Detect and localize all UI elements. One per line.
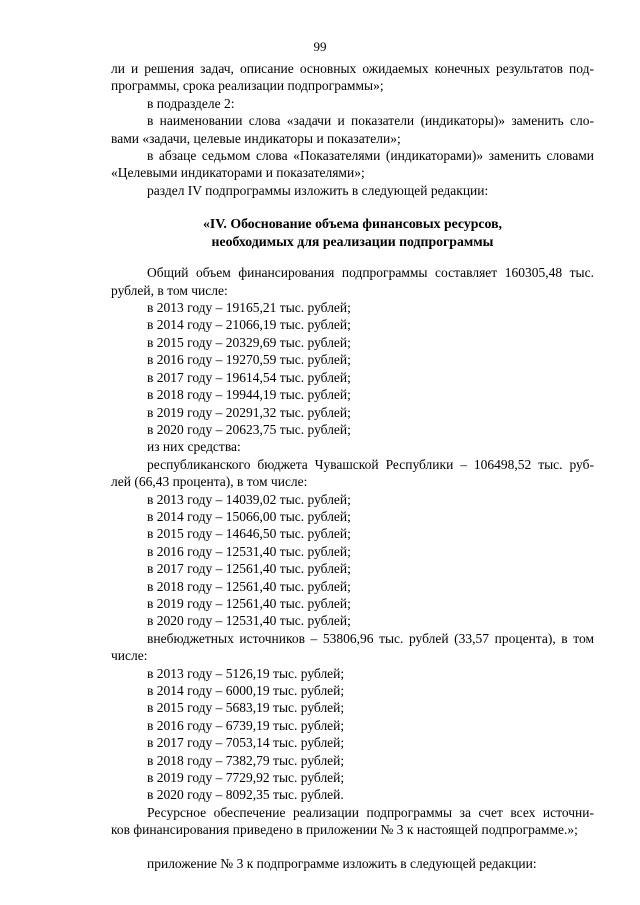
seventh-abzac-line-2: «Целевыми индикаторами и показателями»; <box>111 165 365 181</box>
extrabudget-year-item: в 2017 году – 7053,14 тыс. рублей; <box>147 735 345 751</box>
total-year-item: в 2017 году – 19614,54 тыс. рублей; <box>147 369 351 385</box>
total-year-item: в 2020 году – 20623,75 тыс. рублей; <box>147 421 351 437</box>
subsection-paragraph: в подразделе 2: <box>147 95 235 111</box>
appendix-paragraph: приложение № 3 к подпрограмме изложить в следующей редакции: <box>147 855 537 871</box>
resource-line-1: Ресурсное обеспечение реализации подпрограммы за счет всех источни- <box>147 804 594 820</box>
section-heading-line-2: необходимых для реализации подпрограммы <box>211 234 494 250</box>
republic-year-item: в 2018 году – 12561,40 тыс. рублей; <box>147 578 351 594</box>
extrabudget-year-item: в 2019 году – 7729,92 тыс. рублей; <box>147 770 345 786</box>
republic-year-item: в 2014 году – 15066,00 тыс. рублей; <box>147 508 351 524</box>
intro-line-2: программы, срока реализации подпрограммы»; <box>111 78 384 94</box>
extrabudget-year-item: в 2016 году – 6739,19 тыс. рублей; <box>147 717 345 733</box>
resource-line-2: ков финансирования приведено в приложении № 3 к настоящей подпрограмме.»; <box>111 822 578 838</box>
republic-year-item: в 2017 году – 12561,40 тыс. рублей; <box>147 561 351 577</box>
extrabudget-year-item: в 2018 году – 7382,79 тыс. рублей; <box>147 752 345 768</box>
total-year-item: в 2018 году – 19944,19 тыс. рублей; <box>147 387 351 403</box>
intro-line-1: ли и решения задач, описание основных ожидаемых конечных результатов под- <box>111 61 594 76</box>
section-heading-line-1: «IV. Обоснование объема финансовых ресурсов, <box>202 216 503 232</box>
republic-year-item: в 2015 году – 14646,50 тыс. рублей; <box>147 526 351 542</box>
republic-budget-line-1: республиканского бюджета Чувашской Республики – 106498,52 тыс. руб- <box>147 456 594 472</box>
republic-budget-line-2: лей (66,43 процента), в том числе: <box>111 474 308 490</box>
total-year-item: в 2016 году – 19270,59 тыс. рублей; <box>147 352 351 368</box>
document-body <box>111 60 594 872</box>
page-number: 99 <box>313 39 327 54</box>
total-funding-line-1: Общий объем финансирования подпрограммы составляет 160305,48 тыс. <box>147 265 594 281</box>
extrabudget-years-list <box>111 665 594 804</box>
republic-year-item: в 2013 году – 14039,02 тыс. рублей; <box>147 491 351 507</box>
extrabudget-year-item: в 2014 году – 6000,19 тыс. рублей; <box>147 683 345 698</box>
sources-label: из них средства: <box>147 439 241 455</box>
extrabudget-line-1: внебюджетных источников – 53806,96 тыс. рублей (33,57 процента), в том <box>147 630 594 646</box>
republic-year-item: в 2020 году – 12531,40 тыс. рублей; <box>147 613 351 629</box>
total-year-item: в 2013 году – 19165,21 тыс. рублей; <box>147 300 351 316</box>
total-year-item: в 2015 году – 20329,69 тыс. рублей; <box>147 334 351 350</box>
republic-years-list <box>111 491 594 630</box>
extrabudget-line-2: числе: <box>111 648 148 664</box>
total-year-item: в 2014 году – 21066,19 тыс. рублей; <box>147 317 351 333</box>
republic-year-item: в 2019 году – 12561,40 тыс. рублей; <box>147 595 351 611</box>
extrabudget-year-item: в 2015 году – 5683,19 тыс. рублей; <box>147 700 345 716</box>
extrabudget-year-item: в 2020 году – 8092,35 тыс. рублей. <box>147 787 344 803</box>
seventh-abzac-line-1: в абзаце седьмом слова «Показателями (индикаторами)» заменить словами <box>147 148 594 164</box>
section-heading <box>111 215 594 251</box>
spacer <box>111 839 594 855</box>
total-funding-line-2: рублей, в том числе: <box>111 282 228 298</box>
total-years-list <box>111 299 594 438</box>
rename-paragraph-line-2: вами «задачи, целевые индикаторы и показатели»; <box>111 130 401 146</box>
extrabudget-year-item: в 2013 году – 5126,19 тыс. рублей; <box>147 665 345 681</box>
republic-year-item: в 2016 году – 12531,40 тыс. рублей; <box>147 543 351 559</box>
section-iv-paragraph: раздел IV подпрограммы изложить в следующей редакции: <box>147 182 489 198</box>
total-year-item: в 2019 году – 20291,32 тыс. рублей; <box>147 404 351 420</box>
rename-paragraph-line-1: в наименовании слова «задачи и показатели (индикаторы)» заменить сло- <box>147 113 594 129</box>
